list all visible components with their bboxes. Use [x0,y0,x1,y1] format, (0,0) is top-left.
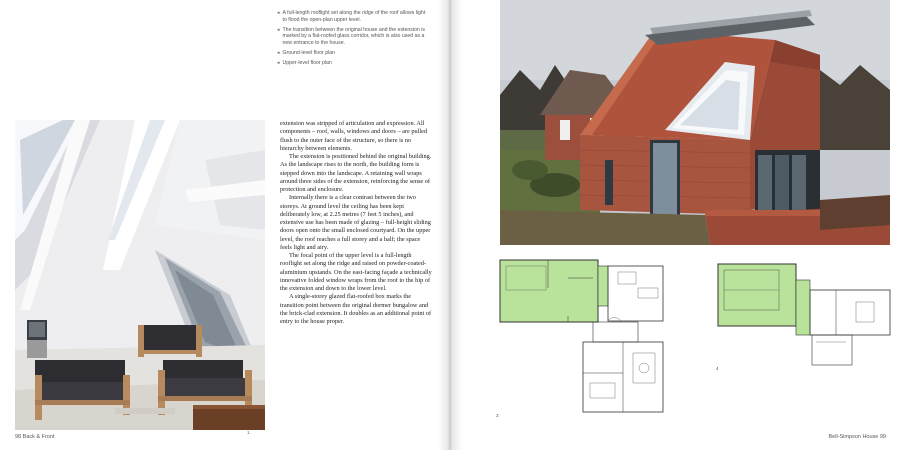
body-paragraph: extension was stripped of articulation and expression. All components – roof, walls, windows and doors – are pulled flush to the outer face of the structure, so there is no hierarchy between elements. [280,120,428,152]
caption-marker: ◂ [277,49,280,56]
body-paragraph: A single-storey glazed flat-roofed box marks the transition point between the original dormer bungalow and the brick-clad extension. It doubles as an additional point of entry to the house proper. [280,293,432,325]
caption-marker: ◂ [277,59,280,66]
plan-number-upper: 4 [716,366,719,371]
book-gutter [438,0,462,450]
caption-text: A full-length rooflight set along the ridge of the roof allows light to flood the open-plan upper level. [282,10,426,23]
caption-text: Ground-level floor plan [282,49,335,56]
folio-left: 98 Back & Front [15,434,55,440]
body-paragraph: Internally there is a clear contrast between the two storeys. At ground level the ceiling has been kept deliberately low, at 2.25 metres (7 feet 5 inches), and extensive use has been made of glazing – full-height sliding doors open onto the small enclosed courtyard. On the upper level, the roof reaches a full storey and a half; the space feels light and airy. [280,194,431,251]
left-page [0,0,448,450]
photo-number-interior: 1 [247,430,250,435]
caption-marker: ◂ [277,10,280,16]
ground-level-floor-plan [498,258,673,423]
folio-right: Bell-Simpson House 99 [828,434,886,440]
body-paragraph: The extension is positioned behind the original building. As the landscape rises to the north, the building form is stepped down into the landscape. A retaining wall wraps around three sides of the extension, reinforcing the sense of protection and enclosure. [280,153,432,193]
caption-item [277,10,427,24]
attic-interior-photo [15,120,265,430]
captions [277,10,427,70]
caption-item [277,50,427,57]
right-page [452,0,900,450]
house-exterior-photo [500,0,890,245]
plan-number-lower: 3 [496,413,499,418]
body-paragraph: The focal point of the upper level is a full-length rooflight set along the ridge and raised on powder-coated-aluminium upstands. On the east-facing façade a technically innovative folded window wraps from the roof to the hip of the extension and down to the lower level. [280,252,432,292]
caption-item [277,60,427,67]
caption-marker: ◂ [277,26,280,33]
body-text-column [280,120,432,326]
caption-text: The transition between the original house and the extension is marked by a flat-roofed glass corridor, which is also used as a new entrance to the house. [282,26,425,47]
caption-text: Upper-level floor plan [282,59,332,66]
caption-item [277,27,427,47]
upper-level-floor-plan [716,262,896,372]
